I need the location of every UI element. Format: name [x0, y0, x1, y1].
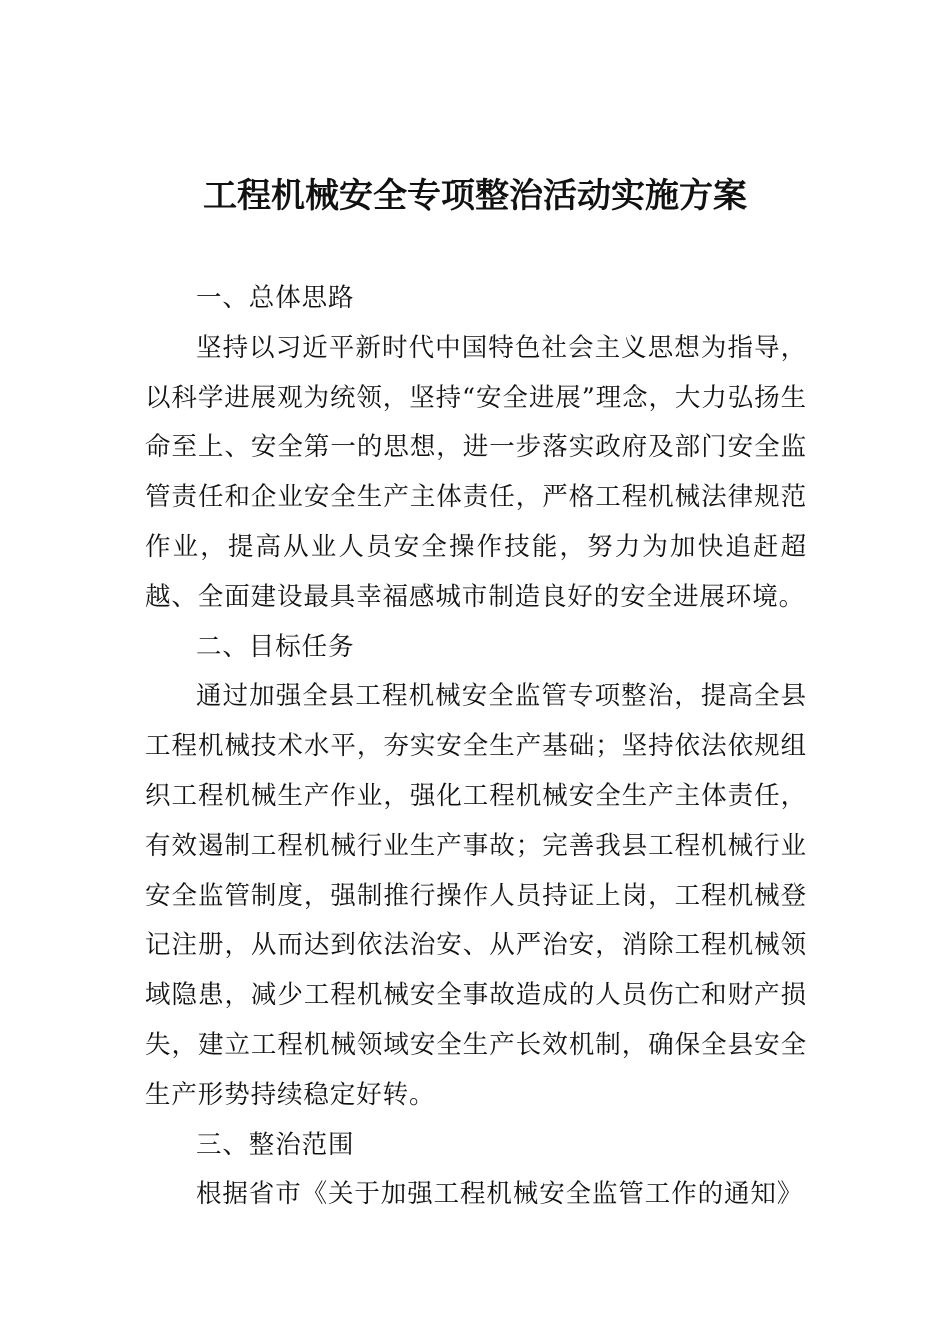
document-body [145, 274, 807, 1220]
section-heading: 一、总体思路 [196, 283, 355, 313]
section-heading: 三、整治范围 [196, 1129, 355, 1160]
document-title: 工程机械安全专项整治活动实施方案 [203, 176, 747, 216]
section-overall-approach [145, 274, 807, 623]
section-heading: 二、目标任务 [196, 631, 355, 662]
section-paragraph: 根据省市《关于加强工程机械安全监管工作的通知》 [196, 1179, 804, 1210]
section-paragraph: 通过加强全县工程机械安全监管专项整治，提高全县工程机械技术水平，夯实安全生产基础；坚持依法依规组织工程机械生产作业，强化工程机械安全生产主体责任，有效遏制工程机械行业生产事故；完善我县工程机械行业安全监管制度，强制推行操作人员持证上岗，工程机械登记注册，从而达到依法治安、从严治安，消除工程机械领域隐患，减少工程机械安全事故造成的人员伤亡和财产损失，建立工程机械领域安全生产长效机制，确保全县安全生产形势持续稳定好转。 [145, 681, 807, 1110]
section-goals-tasks [145, 623, 807, 1121]
section-paragraph: 坚持以习近平新时代中国特色社会主义思想为指导，以科学进展观为统领，坚持“安全进展”理念，大力弘扬生命至上、安全第一的思想，进一步落实政府及部门安全监管责任和企业安全生产主体责任，严格工程机械法律规范作业，提高从业人员安全操作技能，努力为加快追赶超越、全面建设最具幸福感城市制造良好的安全进展环境。 [145, 332, 807, 612]
section-scope [145, 1121, 807, 1221]
